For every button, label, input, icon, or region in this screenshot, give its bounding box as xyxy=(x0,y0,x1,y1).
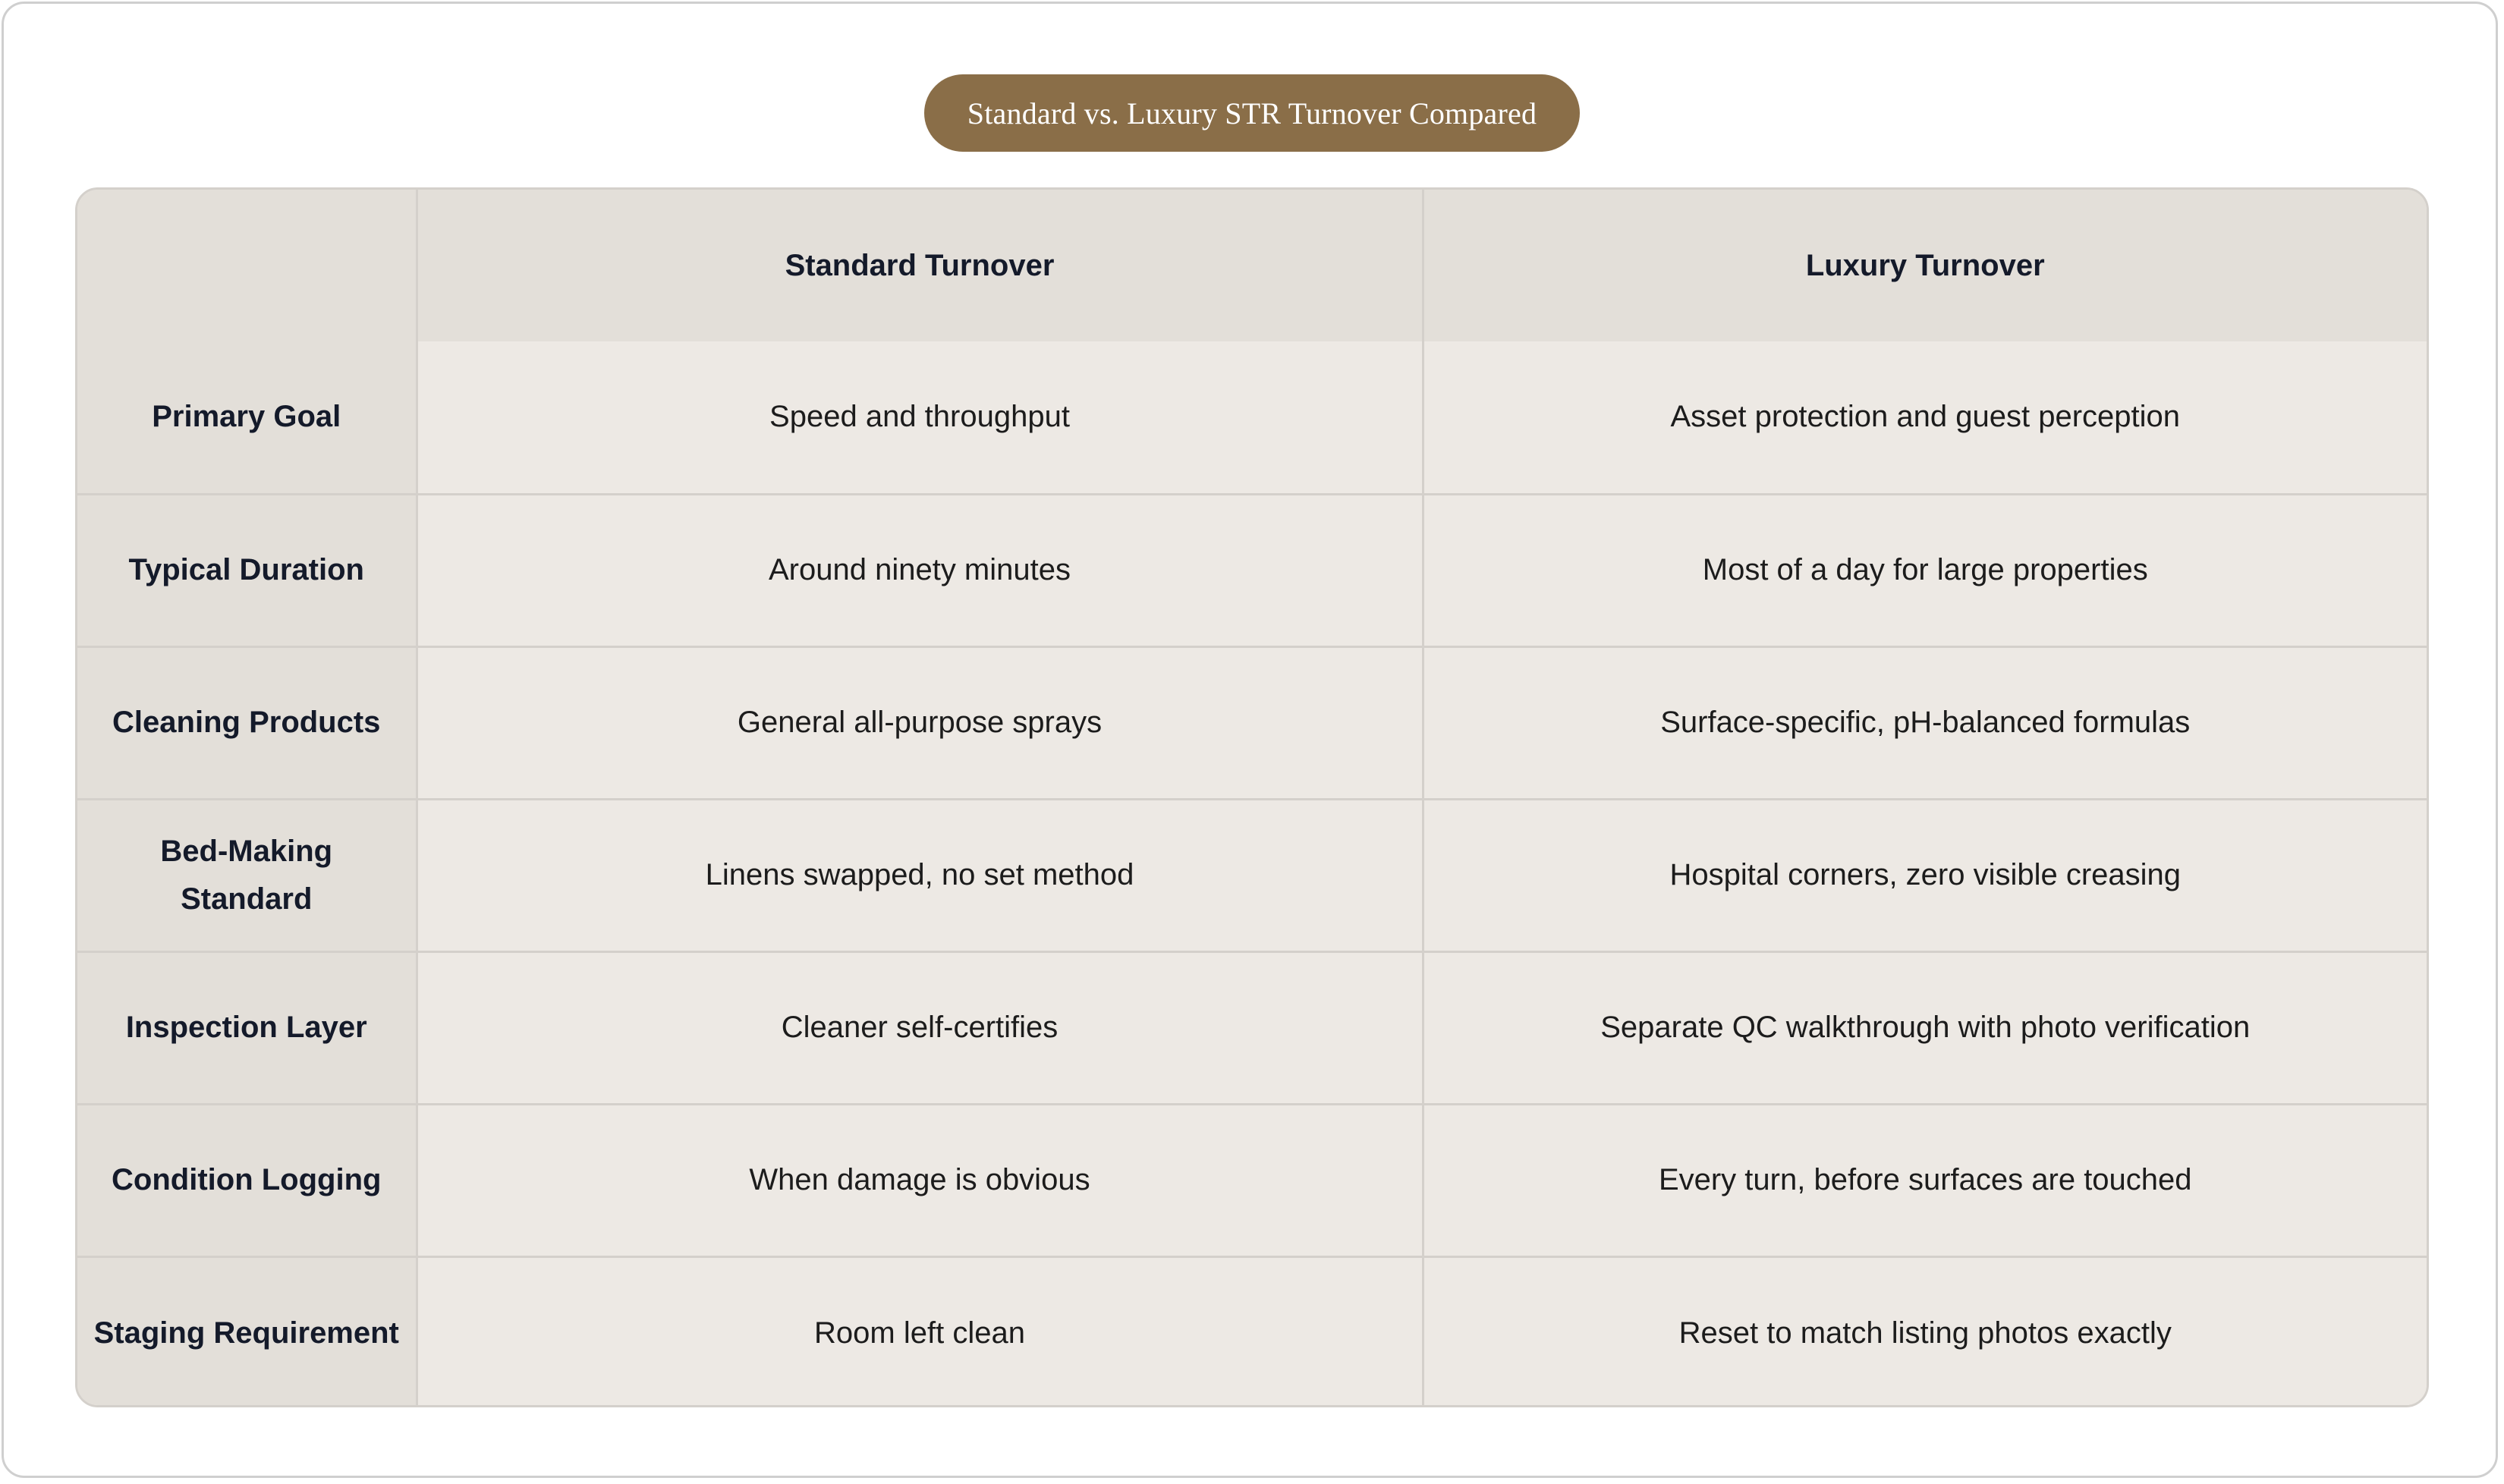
header-corner xyxy=(77,190,417,341)
table-row xyxy=(77,341,2427,494)
table-row xyxy=(77,951,2427,1104)
cell-luxury: Surface-specific, pH-balanced formulas xyxy=(1423,646,2427,799)
cell-standard: Speed and throughput xyxy=(417,341,1423,494)
row-label-typical-duration: Typical Duration xyxy=(77,494,417,646)
table-row xyxy=(77,799,2427,951)
cell-standard: When damage is obvious xyxy=(417,1104,1423,1256)
row-label-staging-requirement: Staging Requirement xyxy=(77,1256,417,1407)
row-label-inspection-layer: Inspection Layer xyxy=(77,951,417,1104)
cell-luxury: Asset protection and guest perception xyxy=(1423,341,2427,494)
cell-luxury: Most of a day for large properties xyxy=(1423,494,2427,646)
cell-standard: Room left clean xyxy=(417,1256,1423,1407)
row-label-bed-making-standard: Bed-Making Standard xyxy=(77,799,417,951)
row-label-condition-logging: Condition Logging xyxy=(77,1104,417,1256)
cell-standard: Cleaner self-certifies xyxy=(417,951,1423,1104)
cell-standard: General all-purpose sprays xyxy=(417,646,1423,799)
table-row xyxy=(77,1104,2427,1256)
comparison-table xyxy=(75,187,2429,1407)
page-title: Standard vs. Luxury STR Turnover Compared xyxy=(924,74,1580,152)
cell-luxury: Separate QC walkthrough with photo verification xyxy=(1423,951,2427,1104)
table-row xyxy=(77,494,2427,646)
table-row xyxy=(77,646,2427,799)
cell-luxury: Every turn, before surfaces are touched xyxy=(1423,1104,2427,1256)
table-row xyxy=(77,1256,2427,1407)
row-label-cleaning-products: Cleaning Products xyxy=(77,646,417,799)
table-header-row xyxy=(77,190,2427,341)
row-label-primary-goal: Primary Goal xyxy=(77,341,417,494)
cell-standard: Linens swapped, no set method xyxy=(417,799,1423,951)
cell-luxury: Hospital corners, zero visible creasing xyxy=(1423,799,2427,951)
header-standard-turnover: Standard Turnover xyxy=(417,190,1423,341)
cell-luxury: Reset to match listing photos exactly xyxy=(1423,1256,2427,1407)
header-luxury-turnover: Luxury Turnover xyxy=(1423,190,2427,341)
cell-standard: Around ninety minutes xyxy=(417,494,1423,646)
